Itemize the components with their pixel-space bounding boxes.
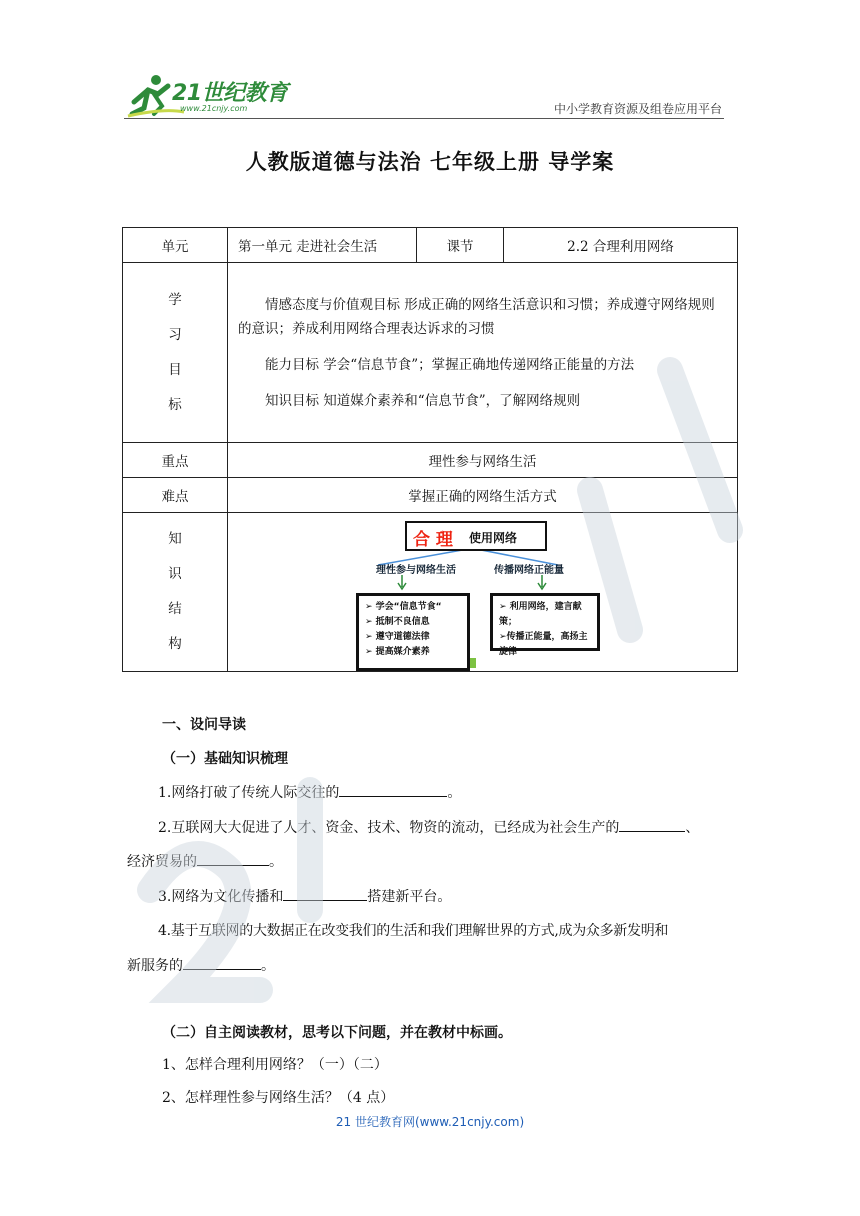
subsection-reading: （二）自主阅读教材，思考以下问题，并在教材中标画。 bbox=[162, 1025, 512, 1041]
diagram-left-title: 理性参与网络生活 bbox=[376, 565, 456, 576]
goals-content bbox=[228, 263, 738, 443]
key-value: 理性参与网络生活 bbox=[228, 443, 738, 478]
knowledge-diagram bbox=[228, 513, 737, 671]
diagram-top-black: 使用网络 bbox=[469, 531, 518, 545]
blank-2a[interactable] bbox=[619, 819, 685, 832]
question-2: 2、怎样理性参与网络生活？（4 点） bbox=[162, 1090, 395, 1106]
item-2: 2.互联网大大促进了人才、资金、技术、物资的流动，已经成为社会生产的 、 bbox=[158, 820, 700, 836]
unit-value: 第一单元 走进社会生活 bbox=[228, 228, 417, 263]
blank-3[interactable] bbox=[283, 888, 367, 901]
diagram-top-red: 合 理 bbox=[413, 530, 453, 550]
item-2-cont: 经济贸易的 。 bbox=[127, 854, 283, 870]
diagram-left-box: ➢ 学会“信息节食“ ➢ 抵制不良信息 ➢ 遵守道德法律 ➢ 提高媒介素养 bbox=[356, 593, 470, 671]
difficulty-value: 掌握正确的网络生活方式 bbox=[228, 478, 738, 513]
subsection-basic: （一）基础知识梳理 bbox=[162, 751, 288, 767]
question-1: 1、怎样合理利用网络？（一）（二） bbox=[162, 1057, 388, 1073]
knowledge-diagram-cell bbox=[228, 513, 738, 672]
goal-knowledge: 知识目标 知道媒介素养和“信息节食”，了解网络规则 bbox=[265, 392, 581, 409]
item-4: 4.基于互联网的大数据正在改变我们的生活和我们理解世界的方式,成为众多新发明和 bbox=[158, 923, 669, 939]
structure-label: 知 识 结 构 bbox=[123, 513, 228, 672]
goal-affective: 情感态度与价值观目标 形成正确的网络生活意识和习惯；养成遵守网络规则的意识；养成利用网络合理表达诉求的习惯 bbox=[238, 296, 715, 337]
difficulty-label: 难点 bbox=[123, 478, 228, 513]
blank-4[interactable] bbox=[183, 957, 261, 970]
blank-1[interactable] bbox=[339, 784, 447, 797]
blank-2b[interactable] bbox=[197, 853, 269, 866]
logo-text: 21世纪教育 bbox=[172, 81, 288, 106]
logo-url: www.21cnjy.com bbox=[180, 104, 248, 113]
lesson-value: 2.2 合理利用网络 bbox=[504, 228, 738, 263]
section-heading: 一、设问导读 bbox=[162, 717, 246, 733]
item-3: 3.网络为文化传播和 搭建新平台。 bbox=[158, 889, 452, 905]
unit-label: 单元 bbox=[123, 228, 228, 263]
item-4-cont: 新服务的 。 bbox=[127, 958, 275, 974]
diagram-right-title: 传播网络正能量 bbox=[494, 565, 564, 576]
key-label: 重点 bbox=[123, 443, 228, 478]
lesson-table bbox=[122, 227, 738, 672]
page-title: 人教版道德与法治 七年级上册 导学案 bbox=[245, 150, 615, 174]
lesson-label: 课节 bbox=[417, 228, 504, 263]
diagram-accent-bar bbox=[470, 658, 476, 668]
goal-ability: 能力目标 学会“信息节食”；掌握正确地传递网络正能量的方法 bbox=[265, 356, 635, 373]
platform-name: 中小学教育资源及组卷应用平台 bbox=[553, 102, 722, 116]
diagram-right-box: ➢ 利用网络，建言献策； ➢传播正能量，高扬主旋律 bbox=[490, 593, 600, 651]
header-divider bbox=[124, 118, 724, 119]
goals-label: 学 习 目 标 bbox=[123, 263, 228, 443]
footer-link[interactable]: 21 世纪教育网(www.21cnjy.com) bbox=[335, 1115, 525, 1129]
diagram-top-box bbox=[405, 521, 547, 551]
item-1: 1.网络打破了传统人际交往的 。 bbox=[158, 785, 462, 801]
